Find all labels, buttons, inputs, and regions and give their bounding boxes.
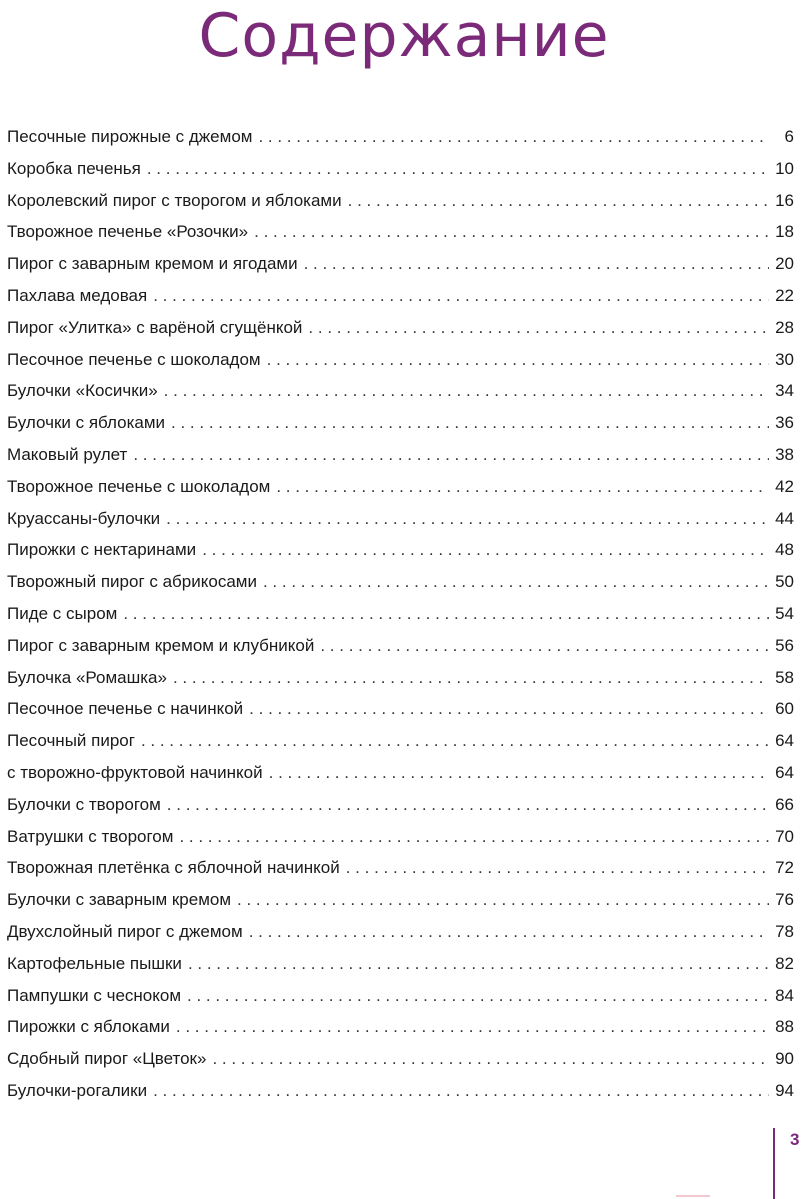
toc-entry-page: 64 (775, 762, 794, 782)
toc-entry-title: Ватрушки с творогом (7, 826, 174, 846)
toc-entry[interactable] (7, 630, 794, 662)
dot-leader (167, 789, 769, 821)
dot-leader (147, 153, 769, 185)
dot-leader (141, 725, 769, 757)
toc-entry[interactable] (7, 344, 794, 376)
toc-entry-title: Песочное печенье с начинкой (7, 699, 244, 719)
toc-entry-page: 36 (775, 413, 794, 433)
toc-entry-page: 64 (775, 731, 794, 751)
toc-entry-title: Творожная плетёнка с яблочной начинкой (7, 858, 340, 878)
toc-entry[interactable] (7, 312, 794, 344)
dot-leader (348, 185, 769, 217)
toc-entry-title: Пирог «Улитка» с варёной сгущёнкой (7, 317, 303, 337)
toc-entry-title: Булочки «Косички» (7, 381, 158, 401)
dot-leader (166, 503, 769, 535)
dot-leader (308, 312, 769, 344)
dot-leader (173, 662, 769, 694)
page-rule (773, 1128, 775, 1199)
page-title: Содержание (198, 1, 610, 71)
toc-entry[interactable] (7, 598, 794, 630)
toc-entry-page: 78 (775, 921, 794, 941)
toc-entry-page: 50 (775, 572, 794, 592)
toc-entry-page: 76 (775, 890, 794, 910)
dot-leader (164, 375, 769, 407)
table-of-contents (7, 121, 794, 1107)
toc-entry-title: Королевский пирог с творогом и яблоками (7, 190, 342, 210)
toc-entry[interactable] (7, 439, 794, 471)
toc-entry[interactable] (7, 1011, 794, 1043)
toc-entry-page: 72 (775, 858, 794, 878)
toc-entry-page: 58 (775, 667, 794, 687)
toc-entry-page: 20 (775, 254, 794, 274)
dot-leader (202, 534, 769, 566)
toc-entry-title: Булочки-рогалики (7, 1080, 148, 1100)
toc-entry-page: 60 (775, 699, 794, 719)
dot-leader (123, 598, 769, 630)
toc-entry-page: 30 (775, 349, 794, 369)
toc-entry-title: Картофельные пышки (7, 953, 182, 973)
toc-entry-page: 54 (775, 603, 794, 623)
toc-entry-title: Пирог с заварным кремом и ягодами (7, 254, 298, 274)
toc-entry[interactable] (7, 503, 794, 535)
toc-entry[interactable] (7, 1075, 794, 1107)
corner-mark (676, 1195, 710, 1197)
toc-entry-title: Пампушки с чесноком (7, 985, 182, 1005)
dot-leader (249, 693, 769, 725)
dot-leader (320, 630, 769, 662)
dot-leader (187, 980, 769, 1012)
toc-entry-page: 6 (784, 127, 794, 146)
toc-entry[interactable] (7, 121, 794, 153)
toc-entry-page: 94 (775, 1080, 794, 1100)
toc-entry-title: Пирог с заварным кремом и клубникой (7, 635, 315, 655)
toc-entry[interactable] (7, 153, 794, 185)
dot-leader (237, 884, 769, 916)
toc-entry-title: Пахлава медовая (7, 285, 148, 305)
toc-entry-page: 10 (775, 158, 794, 178)
toc-entry[interactable] (7, 566, 794, 598)
toc-entry[interactable] (7, 1043, 794, 1075)
toc-entry-page: 48 (775, 540, 794, 560)
dot-leader (254, 216, 769, 248)
dot-leader (249, 916, 769, 948)
toc-entry-page: 70 (775, 826, 794, 846)
toc-entry[interactable] (7, 471, 794, 503)
dot-leader (171, 407, 769, 439)
toc-entry[interactable] (7, 916, 794, 948)
toc-entry-title: Пирожки с яблоками (7, 1017, 170, 1037)
toc-entry-title: Сдобный пирог «Цветок» (7, 1049, 207, 1069)
toc-entry-page: 90 (775, 1049, 794, 1069)
dot-leader (263, 566, 769, 598)
dot-leader (304, 248, 770, 280)
toc-entry-title: Булочки с творогом (7, 794, 161, 814)
page-number: 3 (790, 1130, 800, 1149)
toc-entry-page: 16 (775, 190, 794, 210)
toc-entry[interactable] (7, 248, 794, 280)
toc-entry[interactable] (7, 662, 794, 694)
toc-entry-title: Песочное печенье с шоколадом (7, 349, 261, 369)
toc-entry-title: Маковый рулет (7, 444, 128, 464)
toc-entry-title: Булочки с заварным кремом (7, 890, 232, 910)
toc-entry-title: Творожный пирог с абрикосами (7, 572, 257, 592)
toc-entry-page: 56 (775, 635, 794, 655)
toc-entry[interactable] (7, 216, 794, 248)
toc-entry-title: Творожное печенье с шоколадом (7, 476, 271, 496)
dot-leader (153, 280, 769, 312)
toc-entry[interactable] (7, 821, 794, 853)
dot-leader (258, 121, 770, 153)
toc-entry[interactable] (7, 407, 794, 439)
toc-entry[interactable] (7, 185, 794, 217)
dot-leader (133, 439, 769, 471)
dot-leader (267, 344, 769, 376)
toc-entry[interactable] (7, 725, 794, 757)
toc-entry[interactable] (7, 693, 794, 725)
dot-leader (276, 471, 769, 503)
dot-leader (346, 852, 769, 884)
toc-entry-page: 66 (775, 794, 794, 814)
toc-entry-title: с творожно-фруктовой начинкой (7, 762, 263, 782)
toc-entry-page: 28 (775, 317, 794, 337)
dot-leader (269, 757, 769, 789)
toc-entry-page: 22 (775, 285, 794, 305)
toc-entry-page: 88 (775, 1017, 794, 1037)
toc-entry-title: Песочный пирог (7, 731, 135, 751)
toc-entry-title: Коробка печенья (7, 158, 141, 178)
toc-entry[interactable] (7, 884, 794, 916)
dot-leader (153, 1075, 769, 1107)
toc-entry[interactable] (7, 534, 794, 566)
toc-entry-title: Пиде с сыром (7, 603, 118, 623)
dot-leader (176, 1011, 769, 1043)
toc-entry-page: 44 (775, 508, 794, 528)
toc-entry-page: 42 (775, 476, 794, 496)
toc-entry-page: 18 (775, 222, 794, 242)
toc-entry-title: Пирожки с нектаринами (7, 540, 197, 560)
toc-entry[interactable] (7, 789, 794, 821)
toc-entry[interactable] (7, 280, 794, 312)
toc-entry-page: 82 (775, 953, 794, 973)
toc-entry-title: Песочные пирожные с джемом (7, 127, 253, 146)
dot-leader (179, 821, 769, 853)
toc-entry-title: Круассаны-булочки (7, 508, 161, 528)
toc-entry-title: Булочка «Ромашка» (7, 667, 167, 687)
toc-entry-title: Булочки с яблоками (7, 413, 166, 433)
toc-entry-page: 34 (775, 381, 794, 401)
dot-leader (188, 948, 769, 980)
toc-entry-title: Творожное печенье «Розочки» (7, 222, 249, 242)
toc-entry-page: 38 (775, 444, 794, 464)
dot-leader (212, 1043, 769, 1075)
toc-entry[interactable] (7, 980, 794, 1012)
toc-entry[interactable] (7, 852, 794, 884)
toc-entry[interactable] (7, 757, 794, 789)
toc-entry-title: Двухслойный пирог с джемом (7, 921, 243, 941)
toc-entry[interactable] (7, 375, 794, 407)
toc-entry[interactable] (7, 948, 794, 980)
toc-entry-page: 84 (775, 985, 794, 1005)
